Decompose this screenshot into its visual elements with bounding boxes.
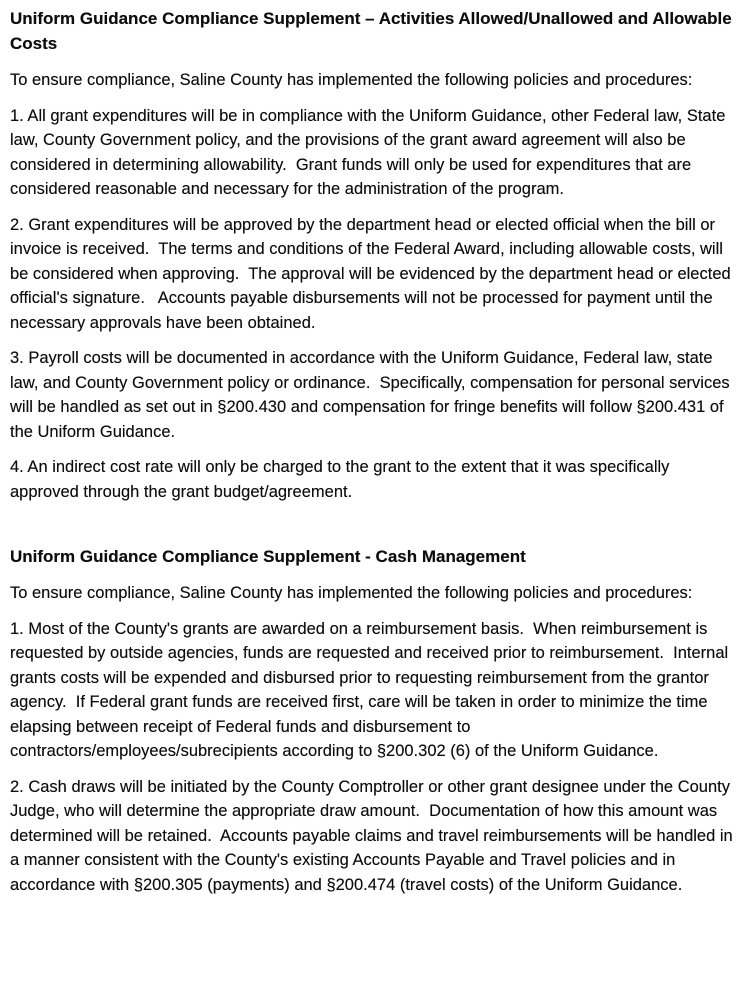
policy-paragraph-1: 1. All grant expenditures will be in compliance with the Uniform Guidance, other Federal law, State law, County Government policy, and the provisions of the grant award agreement will also be considered in determining allowability. Grant funds will only be used for expenditures that are considered reasonable and necessary for the administration of the program. [10, 106, 730, 198]
section-heading-cash-management: Uniform Guidance Compliance Supplement - Cash Management [10, 547, 526, 566]
section-activities-allowed-costs [10, 6, 740, 504]
section-heading-activities-allowed: Uniform Guidance Compliance Supplement – Activities Allowed/Unallowed and Allowable Costs [10, 9, 737, 53]
policy-paragraph-1: 1. Most of the County's grants are awarded on a reimbursement basis. When reimbursement is requested by outside agencies, funds are requested and received prior to reimbursement. Internal grants costs will be expended and disbursed prior to requesting reimbursement from the grantor agency. If Federal grant funds are received first, care will be taken in order to minimize the time elapsing between receipt of Federal funds and disbursement to contractors/employees/subrecipients according to §200.302 (6) of the Uniform Guidance. [10, 619, 733, 760]
policy-paragraph-4: 4. An indirect cost rate will only be charged to the grant to the extent that it was specifically approved through the grant budget/agreement. [10, 458, 675, 501]
policy-paragraph-3: 3. Payroll costs will be documented in accordance with the Uniform Guidance, Federal law, state law, and County Government policy or ordinance. Specifically, compensation for personal services will be handled as set out in §200.430 and compensation for fringe benefits will follow §200.431 of the Uniform Guidance. [10, 349, 735, 441]
intro-paragraph: To ensure compliance, Saline County has implemented the following policies and procedures: [10, 584, 693, 602]
policy-paragraph-2: 2. Cash draws will be initiated by the County Comptroller or other grant designee under the County Judge, who will determine the appropriate draw amount. Documentation of how this amount was determined will be retained. Accounts payable claims and travel reimbursements will be handled in a manner consistent with the County's existing Accounts Payable and Travel policies and in accordance with §200.305 (payments) and §200.474 (travel costs) of the Uniform Guidance. [10, 777, 738, 894]
section-cash-management [10, 544, 740, 897]
intro-paragraph: To ensure compliance, Saline County has implemented the following policies and procedures: [10, 71, 693, 89]
policy-paragraph-2: 2. Grant expenditures will be approved by the department head or elected official when the bill or invoice is received. The terms and conditions of the Federal Award, including allowable costs, will be considered when approving. The approval will be evidenced by the department head or elected official's signature. Accounts payable disbursements will not be processed for payment until the necessary approvals have been obtained. [10, 215, 736, 332]
